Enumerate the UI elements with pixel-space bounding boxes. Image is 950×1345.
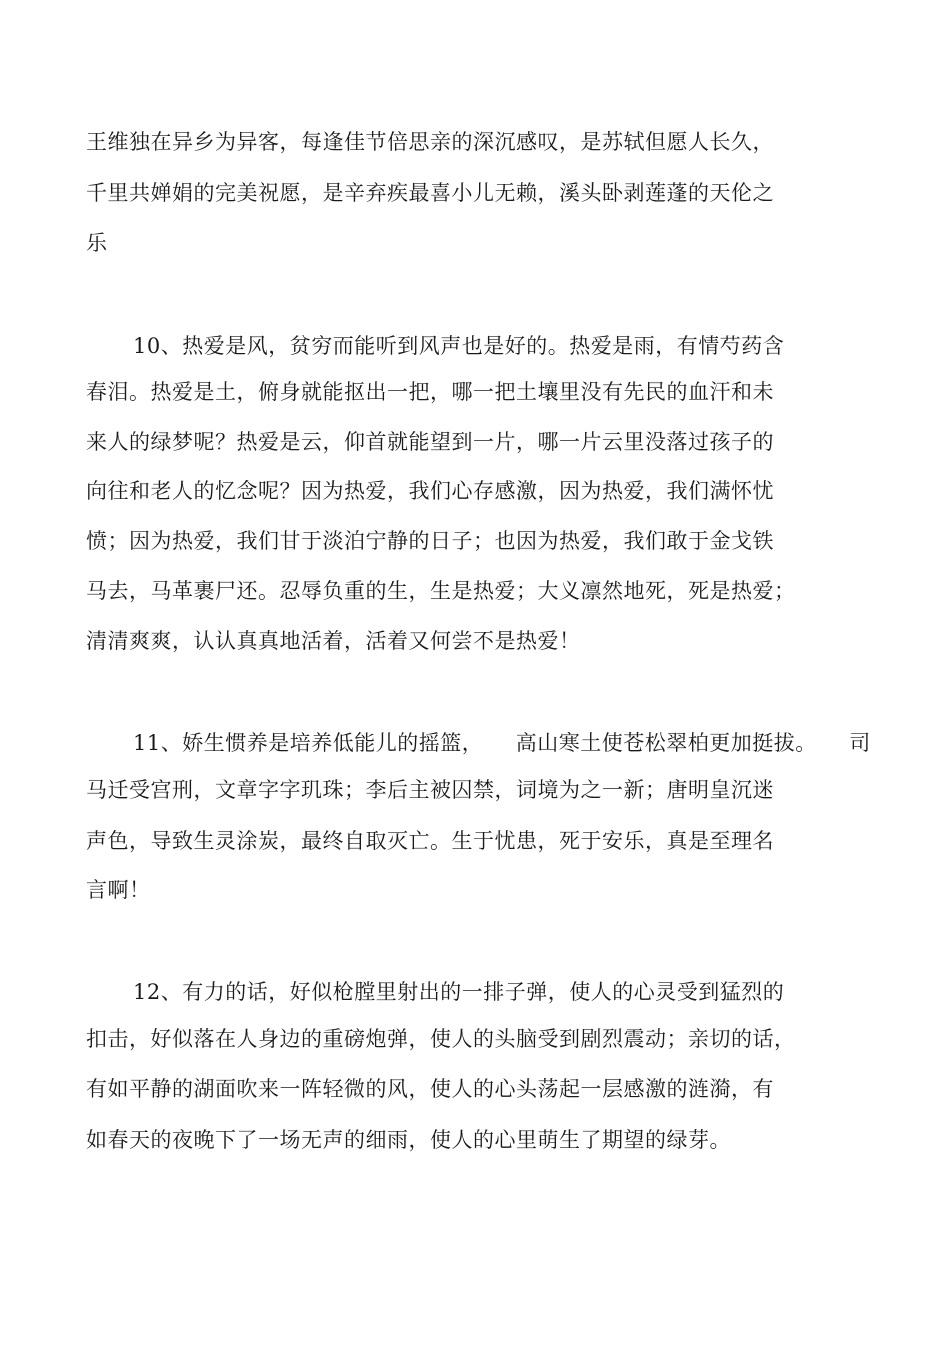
text-line: 马迁受宫刑，文章字字玑珠；李后主被囚禁，词境为之一新；唐明皇沉迷 (86, 778, 774, 802)
text-line: 扣击，好似落在人身边的重磅炮弹，使人的头脑受到剧烈震动；亲切的话， (86, 1027, 796, 1051)
text-line: 来人的绿梦呢？热爱是云，仰首就能望到一片，哪一片云里没落过孩子的 (86, 430, 774, 454)
text-line: 如春天的夜晚下了一场无声的细雨，使人的心里萌生了期望的绿芽。 (86, 1128, 731, 1152)
text-line: 千里共婵娟的完美祝愿，是辛弃疾最喜小儿无赖，溪头卧剥莲蓬的天伦之 (86, 181, 774, 205)
text-line: 声色，导致生灵涂炭，最终自取灭亡。生于忧患，死于安乐，真是至理名 (86, 829, 774, 853)
text-line: 言啊！ (86, 878, 151, 902)
text-line: 12、有力的话，好似枪膛里射出的一排子弹，使人的心灵受到猛烈的 (133, 980, 785, 1004)
text-line: 马去，马革裹尸还。忍辱负重的生，生是热爱；大义凛然地死，死是热爱； (86, 579, 796, 603)
text-line: 10、热爱是风，贫穷而能听到风声也是好的。热爱是雨，有情芍药含 (133, 334, 785, 358)
text-line: 春泪。热爱是土，俯身就能抠出一把，哪一把土壤里没有先民的血汗和未 (86, 380, 774, 404)
text-line: 向往和老人的忆念呢？因为热爱，我们心存感激，因为热爱，我们满怀忧 (86, 479, 774, 503)
text-line: 王维独在异乡为异客，每逢佳节倍思亲的深沉感叹，是苏轼但愿人长久， (86, 130, 774, 154)
text-line: 11、娇生惯养是培养低能儿的摇篮， 高山寒土使苍松翠柏更加挺拔。 司 (133, 731, 871, 755)
text-line: 乐 (86, 231, 108, 255)
text-line: 清清爽爽，认认真真地活着，活着又何尝不是热爱！ (86, 629, 581, 653)
text-line: 有如平静的湖面吹来一阵轻微的风，使人的心头荡起一层感激的涟漪，有 (86, 1077, 774, 1101)
text-line: 愤；因为热爱，我们甘于淡泊宁静的日子；也因为热爱，我们敢于金戈铁 (86, 529, 774, 553)
